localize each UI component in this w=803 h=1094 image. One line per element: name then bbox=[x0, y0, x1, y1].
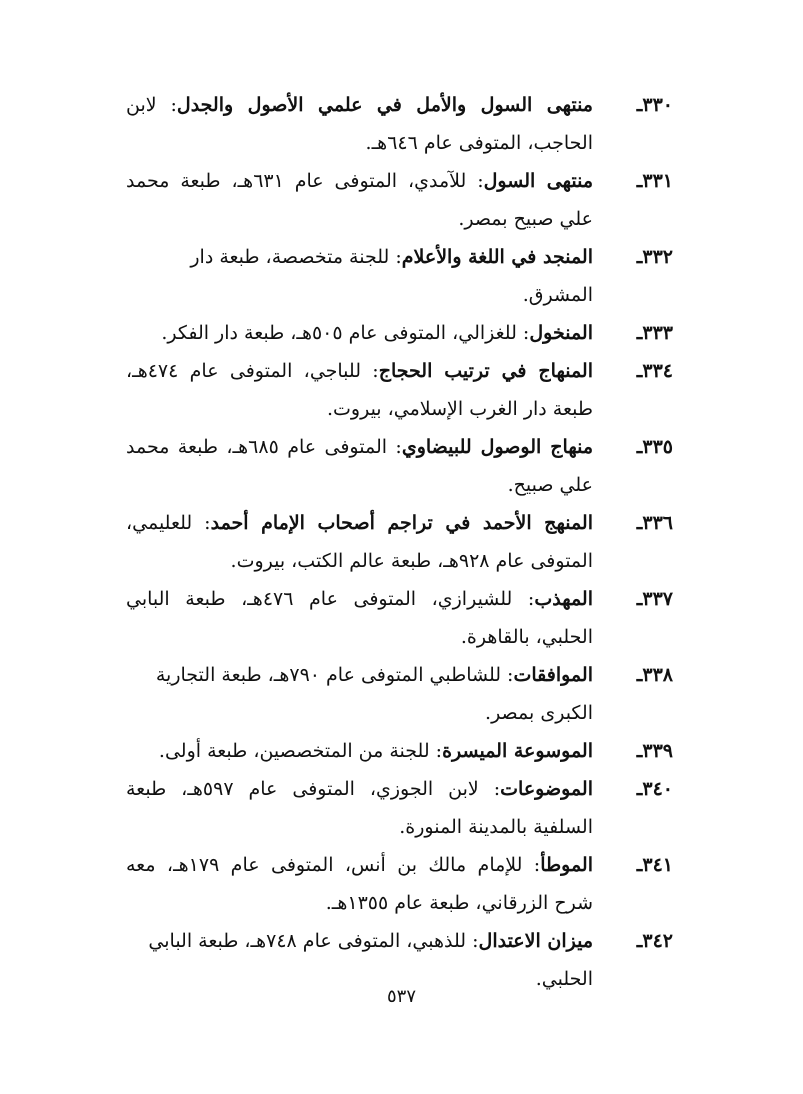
entry-number: ٣٤١ـ bbox=[636, 854, 673, 876]
entry-details: : للعليمي، المتوفى عام ٩٢٨هـ، طبعة عالم الكتب، بيروت. bbox=[126, 512, 593, 572]
entry-number: ٣٣٤ـ bbox=[636, 360, 673, 382]
entry-title: الموافقات bbox=[513, 664, 593, 686]
entry-title: المهذب bbox=[534, 588, 593, 610]
bibliography-list bbox=[126, 86, 673, 998]
bibliography-entry-333 bbox=[126, 314, 673, 352]
entry-details: : للذهبي، المتوفى عام ٧٤٨هـ، طبعة البابي الحلبي. bbox=[148, 930, 593, 990]
entry-number: ٣٣٠ـ bbox=[636, 94, 673, 116]
entry-details: : المتوفى عام ٦٨٥هـ، طبعة محمد علي صبيح. bbox=[126, 436, 593, 496]
entry-title: الموضوعات bbox=[500, 778, 593, 800]
bibliography-entry-335 bbox=[126, 428, 673, 504]
bibliography-entry-339 bbox=[126, 732, 673, 770]
entry-details: : للشاطبي المتوفى عام ٧٩٠هـ، طبعة التجارية الكبرى بمصر. bbox=[155, 664, 593, 724]
entry-title: المنهاج في ترتيب الحجاج bbox=[378, 360, 593, 382]
page-number: ٥٣٧ bbox=[386, 986, 416, 1007]
entry-number: ٣٤٠ـ bbox=[636, 778, 673, 800]
entry-title: المنهج الأحمد في تراجم أصحاب الإمام أحمد bbox=[210, 512, 593, 534]
bibliography-entry-332 bbox=[126, 238, 673, 314]
entry-title: الموسوعة الميسرة bbox=[442, 740, 593, 762]
bibliography-entry-331 bbox=[126, 162, 673, 238]
entry-title: الموطأ bbox=[540, 854, 593, 876]
entry-title: منتهى السول bbox=[483, 170, 594, 192]
entry-number: ٣٣٥ـ bbox=[636, 436, 673, 458]
bibliography-entry-337 bbox=[126, 580, 673, 656]
entry-title: منتهى السول والأمل في علمي الأصول والجدل bbox=[176, 94, 593, 116]
bibliography-entry-341 bbox=[126, 846, 673, 922]
entry-details: : للجنة متخصصة، طبعة دار المشرق. bbox=[190, 246, 593, 306]
entry-title: المنخول bbox=[529, 322, 593, 344]
bibliography-entry-336 bbox=[126, 504, 673, 580]
entry-title: منهاج الوصول للبيضاوي bbox=[401, 436, 594, 458]
entry-number: ٣٣٣ـ bbox=[636, 322, 673, 344]
entry-title: المنجد في اللغة والأعلام bbox=[401, 246, 593, 268]
entry-number: ٣٣١ـ bbox=[636, 170, 673, 192]
entry-details: : للإمام مالك بن أنس، المتوفى عام ١٧٩هـ، معه شرح الزرقاني، طبعة عام ١٣٥٥هـ. bbox=[126, 854, 593, 914]
entry-details: : للغزالي، المتوفى عام ٥٠٥هـ، طبعة دار الفكر. bbox=[161, 322, 530, 344]
entry-details: : لابن الجوزي، المتوفى عام ٥٩٧هـ، طبعة السلفية بالمدينة المنورة. bbox=[126, 778, 593, 838]
entry-number: ٣٣٧ـ bbox=[636, 588, 673, 610]
entry-details: : لابن الحاجب، المتوفى عام ٦٤٦هـ. bbox=[126, 94, 593, 154]
bibliography-entry-330 bbox=[126, 86, 673, 162]
entry-title: ميزان الاعتدال bbox=[478, 930, 593, 952]
bibliography-entry-338 bbox=[126, 656, 673, 732]
bibliography-entry-340 bbox=[126, 770, 673, 846]
bibliography-entry-334 bbox=[126, 352, 673, 428]
entry-number: ٣٤٢ـ bbox=[636, 930, 673, 952]
entry-details: : للباجي، المتوفى عام ٤٧٤هـ، طبعة دار الغرب الإسلامي، بيروت. bbox=[126, 360, 593, 420]
entry-details: : للجنة من المتخصصين، طبعة أولى. bbox=[158, 740, 443, 762]
entry-number: ٣٣٨ـ bbox=[636, 664, 673, 686]
entry-details: : للآمدي، المتوفى عام ٦٣١هـ، طبعة محمد علي صبيح بمصر. bbox=[126, 170, 593, 230]
entry-number: ٣٣٦ـ bbox=[636, 512, 673, 534]
entry-number: ٣٣٢ـ bbox=[636, 246, 673, 268]
entry-details: : للشيرازي، المتوفى عام ٤٧٦هـ، طبعة البابي الحلبي، بالقاهرة. bbox=[126, 588, 593, 648]
entry-number: ٣٣٩ـ bbox=[636, 740, 673, 762]
